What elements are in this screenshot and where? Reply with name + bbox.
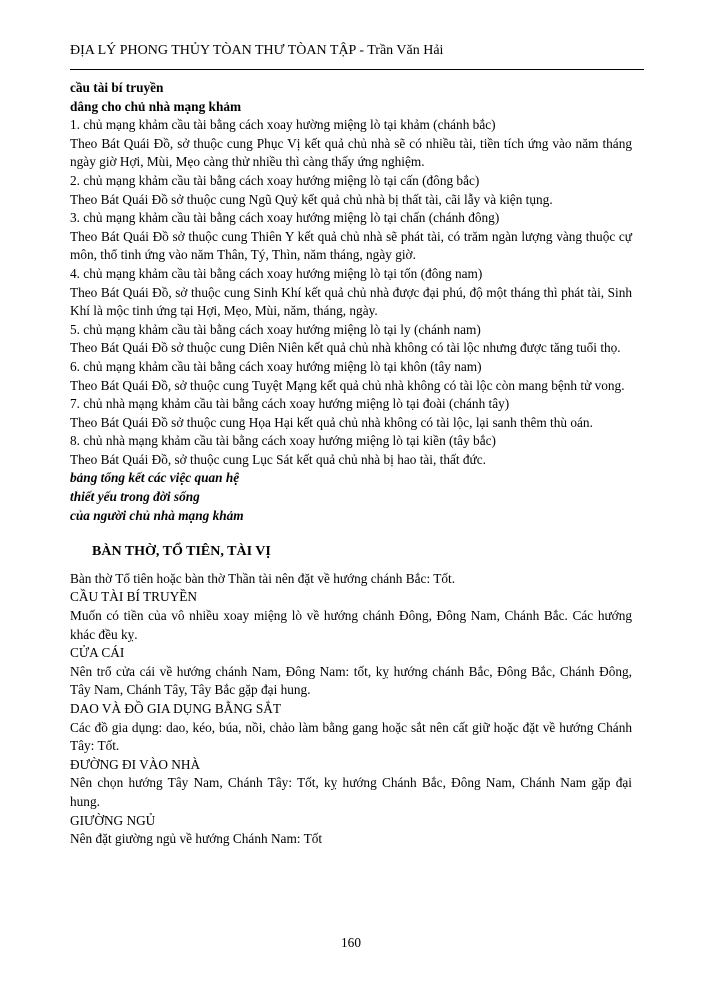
- summary-title: bảng tổng kết các việc quan hệ: [70, 470, 240, 486]
- paragraph: Theo Bát Quái Đồ sở thuộc cung Ngũ Quỷ kết quả chủ nhà bị thất tài, cãi lẫy và kiện tụng.: [70, 191, 553, 207]
- paragraph: 6. chủ mạng khảm cầu tài bằng cách xoay hướng miệng lò tại khôn (tây nam): [70, 358, 482, 374]
- paragraph: Theo Bát Quái Đồ sở thuộc cung Diên Niên kết quả chủ nhà không có tài lộc nhưng được tăng tuổi thọ.: [70, 340, 621, 356]
- paragraph: 1. chủ mạng khảm cầu tài bằng cách xoay hường miệng lò tại khảm (chánh bắc): [70, 117, 496, 133]
- running-header: ĐỊA LÝ PHONG THỦY TÒAN THƯ TÒAN TẬP - Trần Văn Hải: [70, 43, 444, 58]
- paragraph: 5. chủ mạng khảm cầu tài bằng cách xoay hướng miệng lò tại ly (chánh nam): [70, 321, 481, 337]
- subheading: ĐƯỜNG ĐI VÀO NHÀ: [70, 756, 201, 772]
- paragraph: 4. chủ mạng khảm cầu tài bằng cách xoay hướng miệng lò tại tốn (đông nam): [70, 265, 483, 281]
- paragraph: Nên trổ cửa cái về hướng chánh Nam, Đông Nam: tốt, kỵ hướng chánh Bắc, Đông Bắc, Chánh Đông, Tây Nam, Chánh Tây, Tây Bắc gặp đại hung.: [70, 663, 632, 698]
- paragraph: 3. chủ mạng khảm cầu tài bằng cách xoay hướng miệng lò tại chấn (chánh đông): [70, 210, 500, 226]
- paragraph: Nên đặt giường ngủ về hướng Chánh Nam: Tốt: [70, 831, 323, 847]
- paragraph: Các đồ gia dụng: dao, kéo, búa, nồi, chảo làm bằng gang hoặc sắt nên cất giữ hoặc đặt về hướng Chánh Tây: Tốt.: [70, 719, 632, 754]
- paragraph: Theo Bát Quái Đồ, sở thuộc cung Phục Vị kết quả chủ nhà sẽ có nhiều tài, tiền tích ứng vào năm tháng ngày giờ Hợi, Mùi, Mẹo càng thử nhiều thì càng thấy ứng nghiệm.: [70, 135, 632, 170]
- summary-title: của người chủ nhà mạng khảm: [70, 507, 244, 523]
- paragraph: Muốn có tiền của vô nhiều xoay miệng lò về hướng chánh Đông, Đông Nam, Chánh Bắc. Các hướng khác đều kỵ.: [70, 608, 632, 642]
- section-title: cầu tài bí truyền: [70, 80, 164, 95]
- page-number: 160: [341, 935, 361, 950]
- subheading: CẦU TÀI BÍ TRUYỀN: [70, 589, 197, 605]
- paragraph: Theo Bát Quái Đồ sở thuộc cung Thiên Y kết quả chủ nhà sẽ phát tài, có trăm ngàn lượng vàng thuộc cự môn, thổ tinh ứng vào năm Thân, Tý, Thìn, năm tháng, ngày giờ.: [70, 228, 632, 263]
- header-divider: [70, 69, 644, 70]
- subheading: DAO VÀ ĐỒ GIA DỤNG BẰNG SẮT: [70, 701, 282, 716]
- paragraph: Nên chọn hướng Tây Nam, Chánh Tây: Tốt, kỵ hướng Chánh Bắc, Đông Nam, Chánh Nam gặp đại hung.: [70, 775, 632, 809]
- subheading: GIƯỜNG NGỦ: [70, 812, 156, 828]
- page-body: [70, 79, 632, 849]
- section-heading: BÀN THỜ, TỔ TIÊN, TÀI VỊ: [92, 544, 271, 560]
- summary-title: thiết yếu trong đời sống: [70, 489, 200, 505]
- paragraph: Theo Bát Quái Đồ, sở thuộc cung Sinh Khí kết quả chủ nhà được đại phú, độ một tháng thì phát tài, Sinh Khí là mộc tinh ứng tại Hợi, Mẹo, Mùi, năm, tháng, ngày.: [70, 284, 632, 319]
- paragraph: Theo Bát Quái Đồ, sở thuộc cung Lục Sát kết quả chủ nhà bị hao tài, thất đức.: [70, 451, 486, 467]
- section-subtitle: dâng cho chủ nhà mạng khảm: [70, 98, 242, 114]
- paragraph: Bàn thờ Tổ tiên hoặc bàn thờ Thần tài nên đặt về hướng chánh Bắc: Tốt.: [70, 570, 456, 586]
- paragraph: Theo Bát Quái Đồ, sở thuộc cung Tuyệt Mạng kết quả chủ nhà không có tài lộc còn mang bệnh tử vong.: [70, 377, 625, 393]
- paragraph: 7. chủ nhà mạng khảm cầu tài bằng cách xoay hướng miệng lò tại đoài (chánh tây): [70, 396, 510, 412]
- paragraph: 2. chủ mạng khảm cầu tài bằng cách xoay hướng miệng lò tại cấn (đông bắc): [70, 172, 480, 188]
- paragraph: 8. chủ nhà mạng khảm cầu tài bằng cách xoay hướng miệng lò tại kiền (tây bắc): [70, 433, 496, 449]
- paragraph: Theo Bát Quái Đồ sở thuộc cung Họa Hại kết quả chủ nhà không có tài lộc, lại sanh thêm thù oán.: [70, 414, 593, 430]
- subheading: CỬA CÁI: [70, 645, 125, 661]
